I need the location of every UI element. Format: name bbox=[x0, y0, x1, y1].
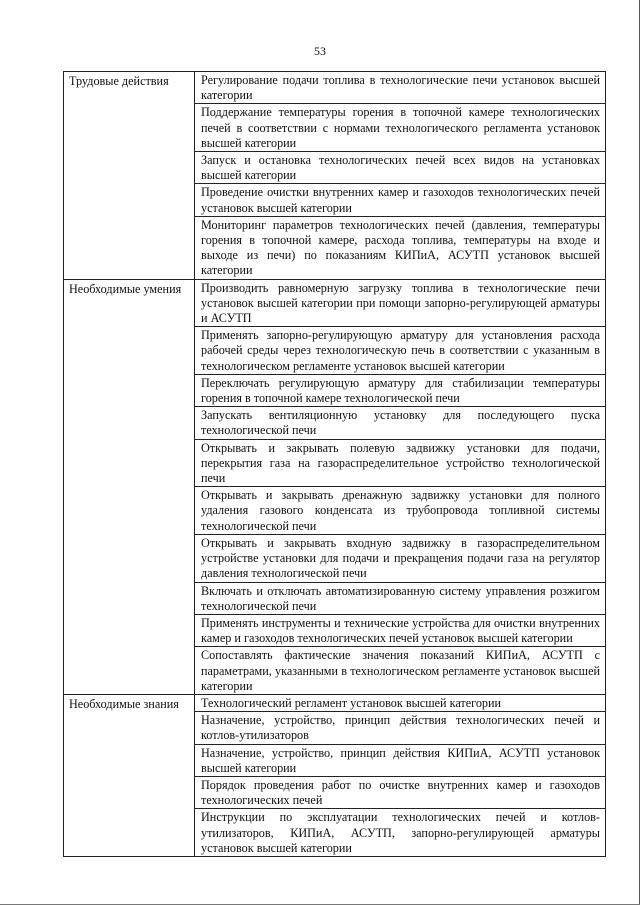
qualification-table bbox=[63, 71, 606, 857]
section-item: Регулирование подачи топлива в технологические печи установок высшей категории bbox=[195, 72, 606, 104]
section-item: Запуск и остановка технологических печей всех видов на установках высшей категории bbox=[195, 152, 606, 184]
section-item: Переключать регулирующую арматуру для стабилизации температуры горения в топочной камере технологической печи bbox=[195, 374, 606, 406]
section-item: Запускать вентиляционную установку для последующего пуска технологической печи bbox=[195, 407, 606, 439]
section-item: Инструкции по эксплуатации технологических печей и котлов-утилизаторов, КИПиА, АСУТП, запорно-регулирующей арматуры установок высшей категории bbox=[195, 809, 606, 857]
section-label: Трудовые действия bbox=[64, 72, 195, 280]
section-item: Мониторинг параметров технологических печей (давления, температуры горения в топочной камере, расхода топлива, температуры на входе и выходе из печи) по показаниям КИПиА, АСУТП установок высшей категории bbox=[195, 216, 606, 279]
section-item: Проведение очистки внутренних камер и газоходов технологических печей установок высшей категории bbox=[195, 184, 606, 216]
section-item: Назначение, устройство, принцип действия КИПиА, АСУТП установок высшей категории bbox=[195, 744, 606, 776]
section-item: Назначение, устройство, принцип действия технологических печей и котлов-утилизаторов bbox=[195, 712, 606, 744]
section-label: Необходимые умения bbox=[64, 279, 195, 694]
page-number: 53 bbox=[314, 44, 326, 58]
table-body bbox=[64, 72, 606, 857]
table-row bbox=[64, 72, 606, 104]
section-item: Поддержание температуры горения в топочной камере технологических печей в соответствии с нормами технологического регламента установок высшей категории bbox=[195, 104, 606, 152]
section-item: Применять инструменты и технические устройства для очистки внутренних камер и газоходов технологических печей установок высшей категории bbox=[195, 614, 606, 646]
section-item: Порядок проведения работ по очистке внутренних камер и газоходов технологических печей bbox=[195, 776, 606, 808]
section-item: Открывать и закрывать входную задвижку в газораспределительном устройстве установки для подачи и прекращения подачи газа на регулятор давления технологической печи bbox=[195, 534, 606, 582]
section-item: Открывать и закрывать дренажную задвижку установки для полного удаления газового конденсата из трубопровода топливной системы технологической печи bbox=[195, 487, 606, 535]
table-row bbox=[64, 279, 606, 327]
section-label: Необходимые знания bbox=[64, 694, 195, 856]
section-item: Включать и отключать автоматизированную систему управления розжигом технологической печи bbox=[195, 582, 606, 614]
section-item: Применять запорно-регулирующую арматуру для установления расхода рабочей среды через технологическую печь в соответствии с указанным в технологическом регламенте установок высшей категории bbox=[195, 327, 606, 375]
table-row bbox=[64, 694, 606, 711]
section-item: Производить равномерную загрузку топлива в технологические печи установок высшей категории при помощи запорно-регулирующей арматуры и АСУТП bbox=[195, 279, 606, 327]
section-item: Открывать и закрывать полевую задвижку установки для подачи, перекрытия газа на газораспределительное устройство технологической печи bbox=[195, 439, 606, 487]
section-item: Технологический регламент установок высшей категории bbox=[195, 694, 606, 711]
section-item: Сопоставлять фактические значения показаний КИПиА, АСУТП с параметрами, указанными в технологическом регламенте установок высшей категории bbox=[195, 647, 606, 695]
